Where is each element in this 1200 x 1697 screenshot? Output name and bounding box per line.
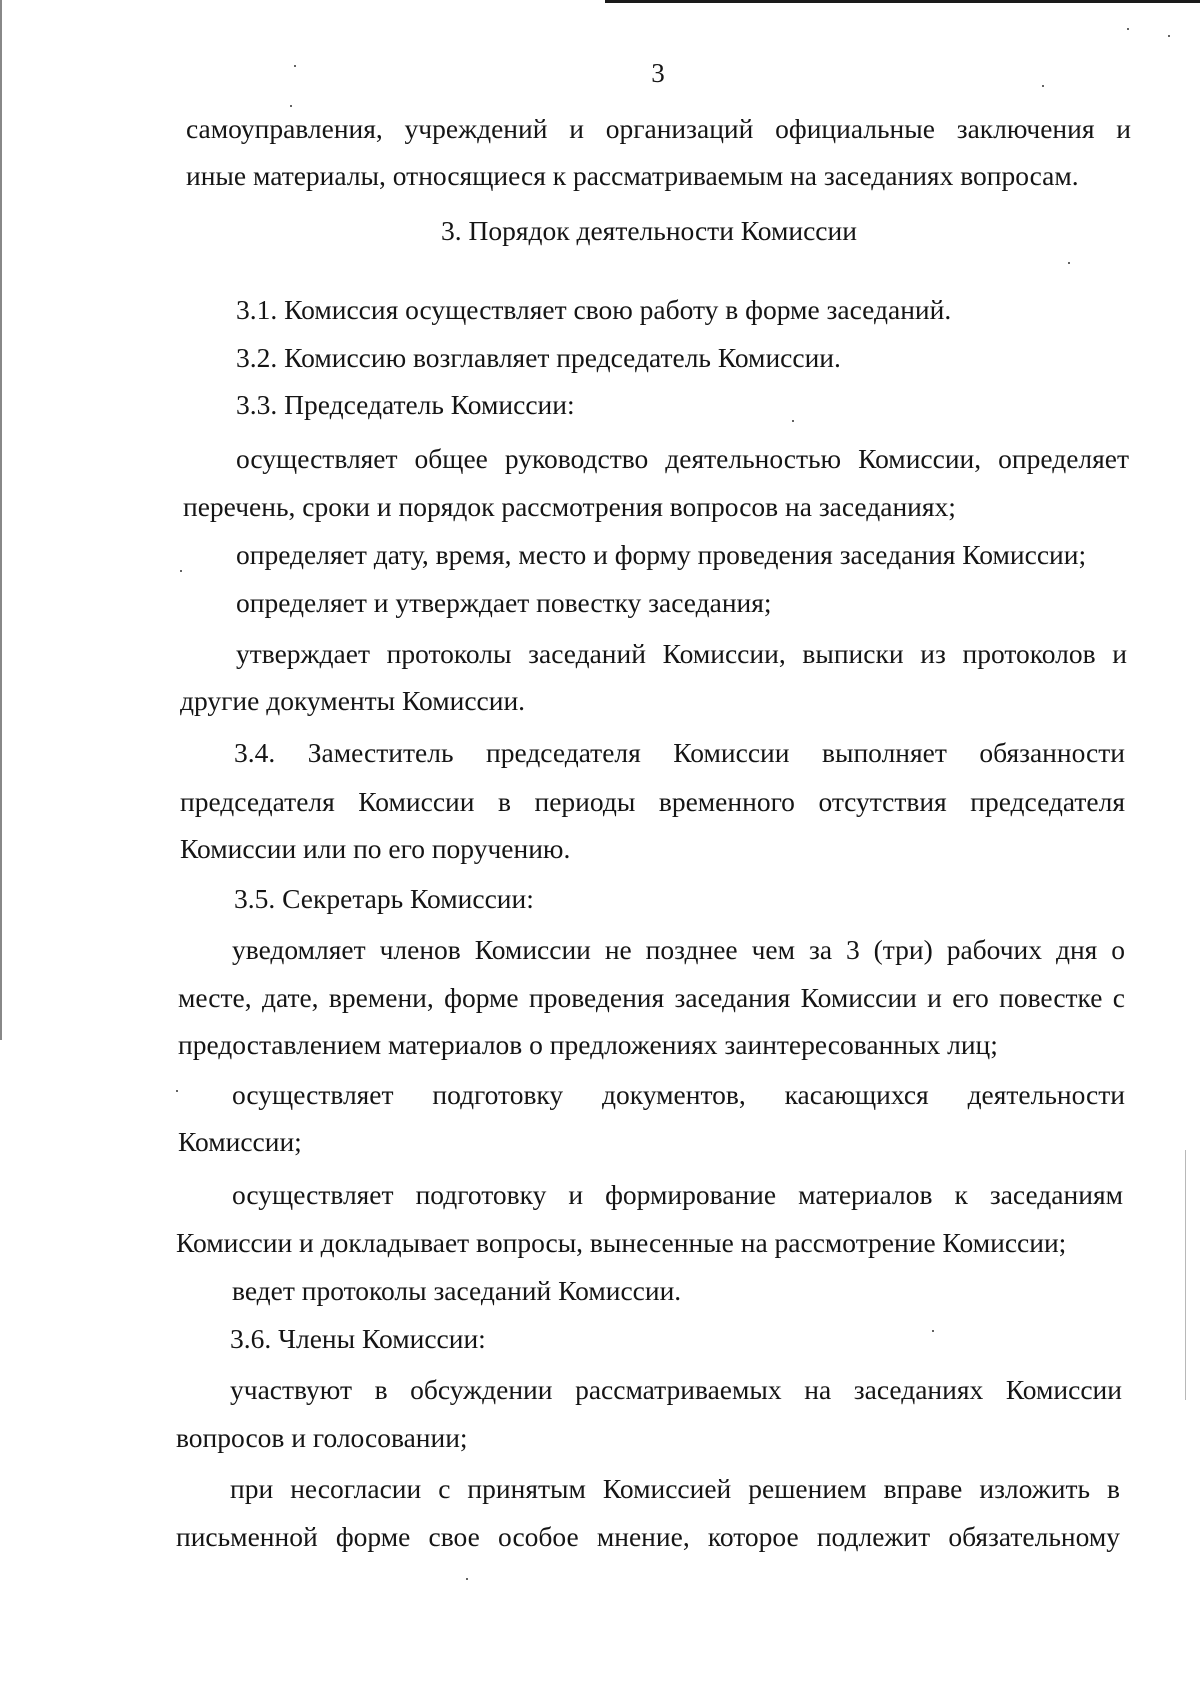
text-line: месте, дате, времени, форме проведения заседания Комиссии и его повестке с	[178, 982, 1125, 1013]
scan-speck	[290, 105, 292, 107]
text-line: 3.6. Члены Комиссии:	[230, 1323, 486, 1354]
text-line: 3.1. Комиссия осуществляет свою работу в форме заседаний.	[236, 294, 952, 325]
text-line: 3.3. Председатель Комиссии:	[236, 389, 575, 420]
text-line: Комиссии или по его поручению.	[180, 833, 571, 864]
text-line: предоставлением материалов о предложениях заинтересованных лиц;	[178, 1029, 998, 1060]
scan-edge-top	[605, 0, 1200, 3]
text-line: самоуправления, учреждений и организаций официальные заключения и	[186, 113, 1131, 144]
text-line: председателя Комиссии в периоды временного отсутствия председателя	[180, 786, 1125, 817]
text-line: 3.5. Секретарь Комиссии:	[234, 883, 534, 914]
scan-speck	[294, 65, 296, 67]
text-line: 3.4. Заместитель председателя Комиссии выполняет обязанности	[234, 737, 1125, 768]
text-line: перечень, сроки и порядок рассмотрения вопросов на заседаниях;	[183, 491, 956, 522]
page-number: 3	[651, 58, 665, 88]
text-line: ведет протоколы заседаний Комиссии.	[232, 1275, 682, 1306]
text-line: осуществляет подготовку и формирование материалов к заседаниям	[232, 1179, 1123, 1210]
scan-speck	[180, 570, 182, 572]
text-line: определяет и утверждает повестку заседания;	[236, 587, 772, 618]
text-line: осуществляет подготовку документов, касающихся деятельности	[232, 1079, 1125, 1110]
scan-speck	[1168, 35, 1170, 37]
scan-speck	[1068, 262, 1070, 264]
text-line: осуществляет общее руководство деятельностью Комиссии, определяет	[236, 443, 1129, 474]
text-line: другие документы Комиссии.	[180, 685, 526, 716]
text-line: определяет дату, время, место и форму проведения заседания Комиссии;	[236, 539, 1087, 570]
text-line: Комиссии;	[178, 1126, 302, 1157]
text-line: вопросов и голосовании;	[176, 1422, 468, 1453]
scan-speck	[1042, 85, 1044, 87]
scan-speck	[1127, 28, 1129, 30]
section-heading: 3. Порядок деятельности Комиссии	[441, 215, 857, 246]
scan-speck	[932, 1330, 934, 1332]
scan-edge-right	[1185, 1150, 1186, 1400]
scan-speck	[466, 1578, 468, 1580]
scan-speck	[176, 1090, 178, 1092]
text-line: иные материалы, относящиеся к рассматриваемым на заседаниях вопросам.	[186, 160, 1079, 191]
text-line: письменной форме свое особое мнение, которое подлежит обязательному	[176, 1521, 1120, 1552]
text-line: утверждает протоколы заседаний Комиссии, выписки из протоколов и	[236, 638, 1127, 669]
text-line: Комиссии и докладывает вопросы, вынесенные на рассмотрение Комиссии;	[176, 1227, 1067, 1258]
text-line: 3.2. Комиссию возглавляет председатель Комиссии.	[236, 342, 841, 373]
scan-speck	[792, 420, 794, 422]
text-line: участвуют в обсуждении рассматриваемых на заседаниях Комиссии	[230, 1374, 1122, 1405]
text-line: уведомляет членов Комиссии не позднее чем за 3 (три) рабочих дня о	[232, 934, 1125, 965]
scan-edge-left	[0, 0, 2, 1040]
text-line: при несогласии с принятым Комиссией решением вправе изложить в	[230, 1473, 1120, 1504]
